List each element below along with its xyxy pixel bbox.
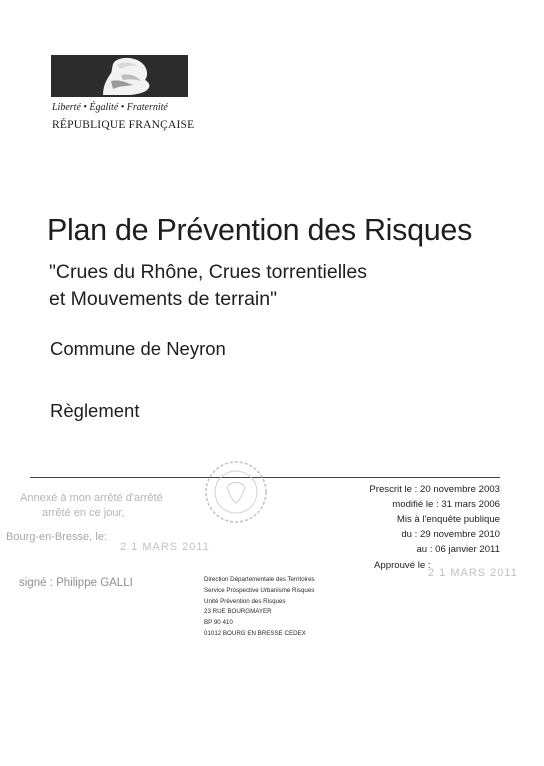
section-title: Règlement	[50, 400, 140, 421]
marianne-logo	[51, 55, 188, 97]
stamp-line: Annexé à mon arrêté d'arrêté	[20, 492, 163, 504]
procedure-dates	[369, 482, 500, 557]
modified-date: modifié le : 31 mars 2006	[392, 499, 500, 510]
address-line: Service Prospective Urbanisme Risques	[204, 586, 315, 594]
subtitle-line: et Mouvements de terrain"	[49, 288, 278, 310]
republic-motto: Liberté • Égalité • Fraternité	[52, 102, 168, 113]
approved-date: 2 1 MARS 2011	[428, 567, 518, 579]
signature-line: signé : Philippe GALLI	[19, 577, 133, 589]
commune-name: Commune de Neyron	[50, 338, 226, 359]
official-seal	[203, 459, 269, 530]
address-line: Direction Départementale des Territoires	[204, 576, 315, 583]
stamp-line: arrêté en ce jour,	[42, 507, 125, 519]
address-block	[204, 575, 315, 640]
stamp-place: Bourg-en-Bresse, le:	[6, 531, 107, 543]
inquiry-to-date: au : 06 janvier 2011	[416, 544, 500, 555]
inquiry-label: Mis à l'enquête publique	[396, 514, 500, 525]
stamp-date: 2 1 MARS 2011	[120, 541, 210, 553]
address-line: BP 90 410	[204, 619, 233, 627]
inquiry-from-date: du : 29 novembre 2010	[401, 529, 500, 540]
document-subtitle	[49, 259, 367, 313]
approved-label: Approuvé le :	[374, 560, 431, 571]
prescribed-date: Prescrit le : 20 novembre 2003	[369, 484, 500, 495]
republic-name: RÉPUBLIQUE FRANÇAISE	[52, 119, 195, 131]
address-line: Unité Prévention des Risques	[204, 597, 286, 605]
address-line: 01012 BOURG EN BRESSE CEDEX	[204, 629, 306, 637]
document-title: Plan de Prévention des Risques	[47, 213, 473, 247]
subtitle-line: "Crues du Rhône, Crues torrentielles	[49, 261, 367, 283]
address-line: 23 RUE BOURGMAYER	[204, 608, 272, 616]
